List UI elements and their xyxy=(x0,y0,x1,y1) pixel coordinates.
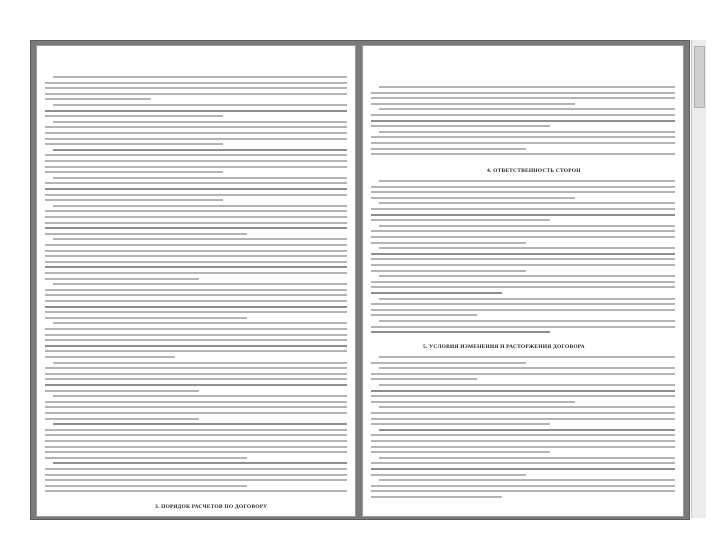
text-line xyxy=(45,110,347,112)
text-line xyxy=(379,202,675,204)
text-line xyxy=(45,406,347,408)
text-line xyxy=(45,87,347,89)
text-line xyxy=(371,331,550,333)
text-line xyxy=(371,451,550,453)
text-line xyxy=(371,303,675,305)
text-line xyxy=(371,292,502,294)
text-line xyxy=(379,131,675,133)
document-canvas xyxy=(30,40,690,520)
text-line xyxy=(45,373,347,375)
text-line xyxy=(379,457,675,459)
text-line xyxy=(53,177,347,179)
text-line xyxy=(379,356,675,358)
text-line xyxy=(45,216,347,218)
text-line xyxy=(371,468,675,470)
text-line xyxy=(371,270,526,272)
text-line xyxy=(371,326,675,328)
text-line xyxy=(45,350,347,352)
text-line xyxy=(379,180,675,182)
text-line xyxy=(371,378,477,380)
text-line xyxy=(45,356,175,358)
text-line xyxy=(371,153,675,155)
text-line xyxy=(45,154,347,156)
text-line xyxy=(53,283,347,285)
text-line xyxy=(45,390,199,392)
text-line xyxy=(371,390,675,392)
vertical-scrollbar[interactable] xyxy=(691,40,706,518)
text-line xyxy=(371,462,675,464)
text-line xyxy=(379,429,675,431)
text-line xyxy=(379,384,675,386)
text-line xyxy=(371,214,675,216)
text-line xyxy=(45,250,347,252)
text-line xyxy=(45,418,199,420)
text-line xyxy=(45,294,347,296)
text-line xyxy=(379,247,675,249)
text-line xyxy=(45,261,347,263)
text-line xyxy=(45,171,223,173)
text-line xyxy=(371,148,526,150)
text-line xyxy=(371,418,675,420)
text-line xyxy=(53,238,347,240)
text-line xyxy=(53,395,347,397)
text-line xyxy=(45,440,347,442)
text-line xyxy=(45,199,223,201)
text-line xyxy=(45,339,347,341)
text-line xyxy=(45,300,347,302)
text-line xyxy=(45,143,223,145)
text-line xyxy=(45,289,347,291)
text-line xyxy=(371,440,675,442)
text-line xyxy=(45,188,347,190)
document-page-left xyxy=(36,45,356,517)
text-line xyxy=(371,142,675,144)
text-line xyxy=(371,242,526,244)
text-line xyxy=(371,395,675,397)
text-line xyxy=(371,434,675,436)
text-line xyxy=(371,230,675,232)
text-line xyxy=(371,314,477,316)
text-line xyxy=(45,328,347,330)
text-line xyxy=(371,191,675,193)
text-line xyxy=(45,138,347,140)
text-line xyxy=(45,334,347,336)
text-line xyxy=(45,244,347,246)
text-line xyxy=(45,401,347,403)
text-line xyxy=(45,490,347,492)
text-line xyxy=(45,278,199,280)
text-line xyxy=(371,120,675,122)
text-line xyxy=(379,225,675,227)
text-line xyxy=(371,208,675,210)
text-line xyxy=(45,194,347,196)
text-line xyxy=(371,103,575,105)
text-line xyxy=(45,412,347,414)
text-line xyxy=(45,429,347,431)
text-line xyxy=(371,485,675,487)
text-line xyxy=(45,210,347,212)
text-line xyxy=(45,160,347,162)
text-line xyxy=(379,479,675,481)
text-line xyxy=(45,272,347,274)
text-line xyxy=(371,423,550,425)
text-line xyxy=(371,309,675,311)
text-line xyxy=(45,451,347,453)
text-line xyxy=(371,97,675,99)
text-line xyxy=(45,468,347,470)
text-line xyxy=(371,401,575,403)
text-line xyxy=(45,317,247,319)
text-line xyxy=(371,281,675,283)
text-line xyxy=(45,166,347,168)
text-line xyxy=(45,255,347,257)
section-heading-liability: 4. ОТВЕТСТВЕННОСТЬ СТОРОН xyxy=(487,168,581,174)
text-line xyxy=(371,446,675,448)
text-line xyxy=(53,423,347,425)
text-line xyxy=(371,264,675,266)
text-line xyxy=(45,115,223,117)
text-line xyxy=(371,362,526,364)
text-line xyxy=(45,446,347,448)
text-line xyxy=(45,82,347,84)
text-line xyxy=(371,286,675,288)
text-line xyxy=(379,108,675,110)
text-line xyxy=(45,93,347,95)
text-line xyxy=(379,406,675,408)
text-line xyxy=(379,320,675,322)
text-line xyxy=(45,378,347,380)
text-line xyxy=(371,373,675,375)
text-line xyxy=(53,104,347,106)
text-line xyxy=(45,367,347,369)
text-line xyxy=(371,258,675,260)
text-line xyxy=(371,114,675,116)
text-line xyxy=(45,266,347,268)
text-line xyxy=(371,219,550,221)
text-line xyxy=(379,86,675,88)
text-line xyxy=(371,490,675,492)
text-line xyxy=(371,136,675,138)
text-line xyxy=(45,474,347,476)
text-line xyxy=(53,76,347,78)
text-line xyxy=(45,132,347,134)
text-line xyxy=(371,197,575,199)
text-line xyxy=(371,474,526,476)
text-line xyxy=(53,322,347,324)
document-page-right xyxy=(362,45,684,517)
text-line xyxy=(45,434,347,436)
text-line xyxy=(45,126,347,128)
text-line xyxy=(371,253,675,255)
text-line xyxy=(379,298,675,300)
text-line xyxy=(379,367,675,369)
text-line xyxy=(371,186,675,188)
text-line xyxy=(371,412,675,414)
section-heading-termination: 5. УСЛОВИЯ ИЗМЕНЕНИЯ И РАСТОРЖЕНИЯ ДОГОВОРА xyxy=(423,344,585,350)
text-line xyxy=(45,345,347,347)
text-line xyxy=(45,98,151,100)
text-line xyxy=(45,233,247,235)
text-line xyxy=(45,306,347,308)
text-line xyxy=(371,92,675,94)
text-line xyxy=(371,496,502,498)
text-line xyxy=(53,121,347,123)
text-line xyxy=(53,149,347,151)
text-line xyxy=(371,236,675,238)
text-line xyxy=(45,384,347,386)
text-line xyxy=(45,311,347,313)
text-line xyxy=(371,125,550,127)
section-heading-payment: 3. ПОРЯДОК РАСЧЕТОВ ПО ДОГОВОРУ xyxy=(155,504,268,510)
text-line xyxy=(45,227,347,229)
text-line xyxy=(45,222,347,224)
text-line xyxy=(45,182,347,184)
scrollbar-thumb[interactable] xyxy=(694,46,705,108)
text-line xyxy=(53,462,347,464)
text-line xyxy=(45,485,247,487)
text-line xyxy=(379,275,675,277)
text-line xyxy=(45,479,347,481)
text-line xyxy=(53,205,347,207)
text-line xyxy=(53,362,347,364)
text-line xyxy=(45,457,247,459)
